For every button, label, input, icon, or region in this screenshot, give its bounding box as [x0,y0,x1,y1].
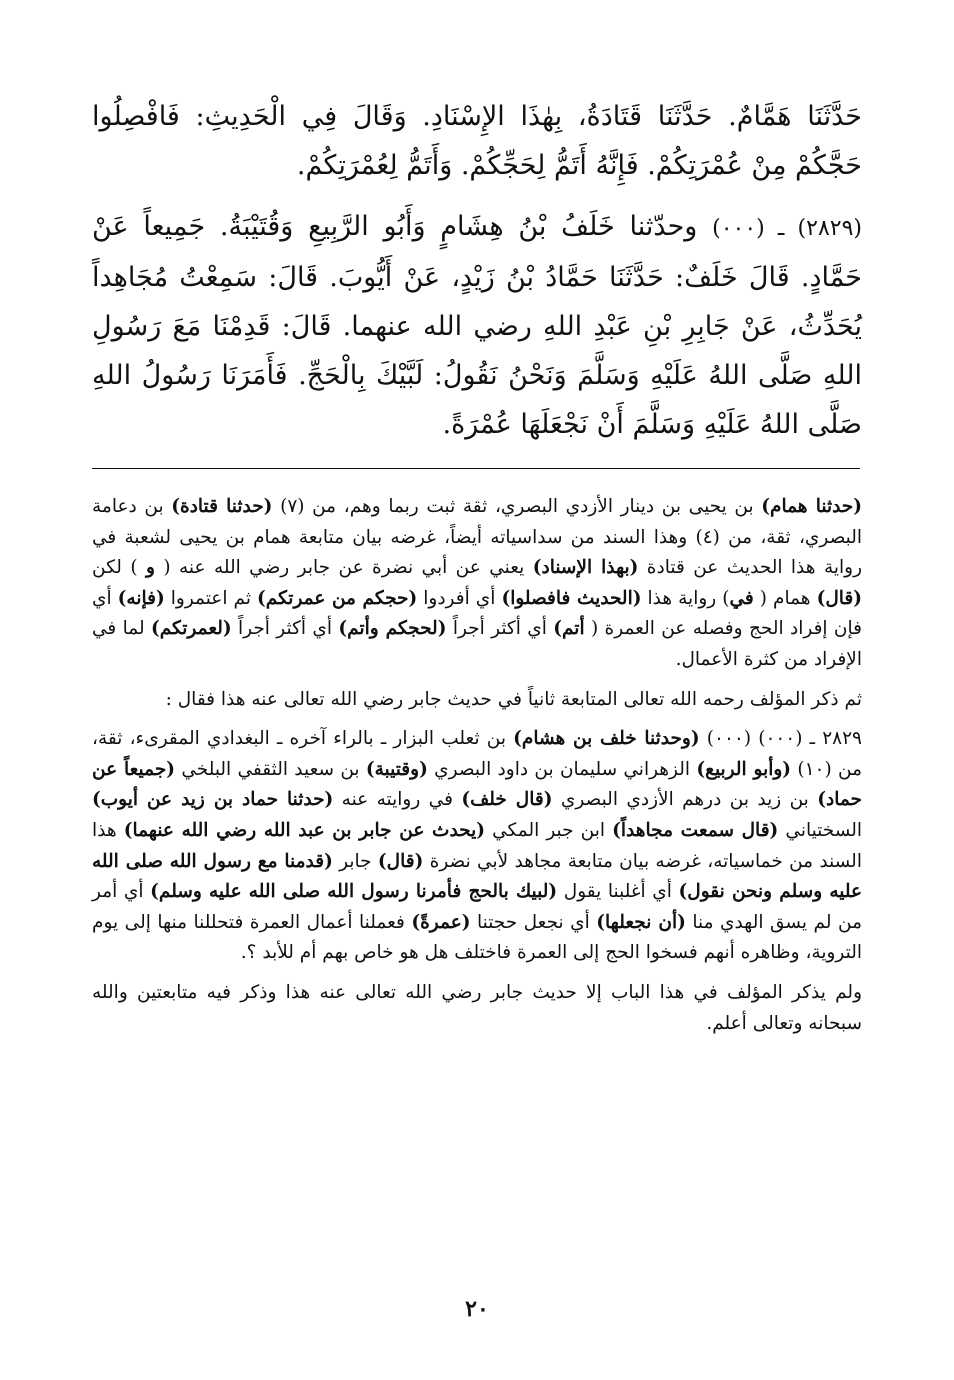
commentary-quote: و [146,557,155,579]
commentary-quote: (قدمنا مع رسول الله صلى الله عليه وسلم ونحن نقول) [92,850,862,903]
commentary-quote: (لحجكم وأتم) [338,618,447,640]
hadith-text: وحدّثنا خَلَفُ بْنُ هِشَامٍ وَأَبُو الرَّبِيعِ وَقُتَيْبَةُ. جَمِيعاً عَنْ حَمَّادٍ. قَالَ خَلَفٌ: حَدَّثَنَا حَمَّادُ بْنُ زَيْدٍ، عَنْ أَيُّوبَ. قَالَ: سَمِعْتُ مُجَاهِداً يُحَدِّثُ، عَنْ جَابِرِ بْنِ عَبْدِ اللهِ رضي الله عنهما. قَالَ: قَدِمْنَا مَعَ رَسُولِ اللهِ صَلَّى اللهُ عَلَيْهِ وَسَلَّمَ وَنَحْنُ نَقُولُ: لَبَّيْكَ بِالْحَجِّ. فَأَمَرَنَا رَسُولُ اللهِ صَلَّى اللهُ عَلَيْهِ وَسَلَّمَ أَنْ نَجْعَلَهَا عُمْرَةً. [92,211,862,440]
commentary-quote: (قال) [816,587,862,609]
commentary-text: هذا السند من خماسياته، غرضه بيان متابعة مجاهد لأبي نضرة [92,819,862,872]
commentary-quote: (وقتيبة) [365,758,428,780]
commentary-text: ) لكن [92,557,146,579]
commentary-text: بن يحيى بن دينار الأزدي البصري، ثقة ثبت ربما وهم، من (٧) [272,496,762,517]
commentary-text: أي أكثر أجراً [231,618,339,640]
commentary-quote: (حدثنا قتادة) [171,496,273,517]
commentary-text: يعني عن أبي نضرة عن جابر رضي الله عنه ( [154,557,533,579]
commentary-text: أي أغلبنا يقول [557,881,679,903]
commentary-text: بن سعيد الثقفي البلخي [175,758,366,780]
commentary-quote: (فإنه) [117,587,165,609]
hadith-paragraph-1: حَدَّثَنَا هَمَّامٌ. حَدَّثَنَا قَتَادَةُ، بِهٰذَا الإِسْنَادِ. وَقَالَ فِي الْحَدِيثِ: فَافْصِلُوا حَجَّكُمْ مِنْ عُمْرَتِكُمْ. فَإِنَّهُ أَتَمُّ لِحَجِّكُمْ. وَأَتَمُّ لِعُمْرَتِكُمْ. [92,101,862,181]
commentary-quote: (جميعاً عن حماد) [92,758,862,811]
commentary-quote: (قال خلف) [461,789,553,811]
commentary-text: ثم اعتمروا [164,587,258,609]
commentary-paragraph-2: ثم ذكر المؤلف رحمه الله تعالى المتابعة ثانياً في حديث جابر رضي الله تعالى عنه هذا فقال : [165,688,862,710]
commentary-quote: (وحدثنا خلف بن هشام) [513,728,700,750]
commentary-text: همام ( [753,587,817,609]
commentary-paragraph-3 [92,724,862,969]
matn-section [92,92,862,449]
commentary-quote: (يحدث عن جابر بن عبد الله رضي الله عنهما) [123,819,486,841]
commentary-text: بن ثعلب البزار ـ بالراء آخره ـ البغدادي المقرىء، ثقة، من (١٠) [92,728,862,780]
commentary-quote: (حدثنا حماد بن زيد عن أيوب) [92,789,334,811]
commentary-quote: (قال) [377,850,424,872]
commentary-quote: أتم) [553,618,585,640]
commentary-quote: (لعمرتكم) [150,618,232,640]
commentary-text: بن دعامة البصري، ثقة، من (٤) وهذا السند من سداسياته أيضاً، غرضه بيان متابعة همام بن يحيى لشعبة في رواية هذا الحديث عن قتادة [92,496,863,579]
hadith-paragraph-2 [92,202,862,449]
footnote-divider [92,468,860,469]
commentary-paragraph-1 [92,492,862,676]
commentary-quote: (حجكم من عمرتكم) [257,587,418,609]
commentary-text: ابن جبر المكي [485,819,613,841]
commentary-quote: (أن نجعلها) [596,911,686,933]
commentary-text: أي أكثر أجراً [446,618,554,640]
commentary-text: السختياني [778,819,862,841]
commentary-quote: (لبيك بالحج فأمرنا رسول الله صلى الله عليه وسلم) [150,881,558,903]
commentary-text: أي فإن إفراد الحج وفصله عن العمرة ( [92,587,862,640]
commentary-quote: (قال سمعت مجاهداً) [612,819,779,841]
commentary-text: ) رواية هذا [641,587,730,609]
commentary-text: جابر [332,850,378,872]
commentary-text: فعملنا أعمال العمرة فتحللنا منها إلى يوم التروية، وظاهره أنهم فسخوا الحج إلى العمرة فاختلف هل هو خاص بهم أم للأبد ؟. [92,911,862,964]
hadith-number: (٢٨٢٩) ـ (٠٠٠) [712,216,862,241]
commentary-section [92,492,862,1039]
commentary-text: أي أمر من لم يسق الهدي منا [92,881,862,933]
commentary-quote: (حدثنا همام) [761,496,862,517]
commentary-text: أي نجعل حجتنا [470,911,597,933]
commentary-quote: في [729,587,754,609]
commentary-text: لما في الإفراد من كثرة الأعمال. [92,618,862,670]
commentary-paragraph-4: ولم يذكر المؤلف في هذا الباب إلا حديث جابر رضي الله تعالى عنه هذا وذكر فيه متابعتين والله سبحانه وتعالى أعلم. [92,981,862,1034]
commentary-quote: (وأبو الربيع) [696,758,792,780]
commentary-text: في روايته عنه [333,789,462,811]
commentary-text: أي أفردوا [417,587,502,609]
commentary-text: ٢٨٢٩ ـ (٠٠٠) (٠٠٠) [699,728,862,750]
commentary-quote: (الحديث فافصلوا) [501,587,642,609]
commentary-quote: (بهذا الإسناد) [532,557,639,579]
commentary-text: بن زيد بن درهم الأزدي البصري [552,789,818,811]
commentary-text: الزهراني سليمان بن داود البصري [427,758,697,780]
commentary-quote: (عمرةً) [411,911,471,933]
page-number: ٢٠ [465,1296,489,1322]
